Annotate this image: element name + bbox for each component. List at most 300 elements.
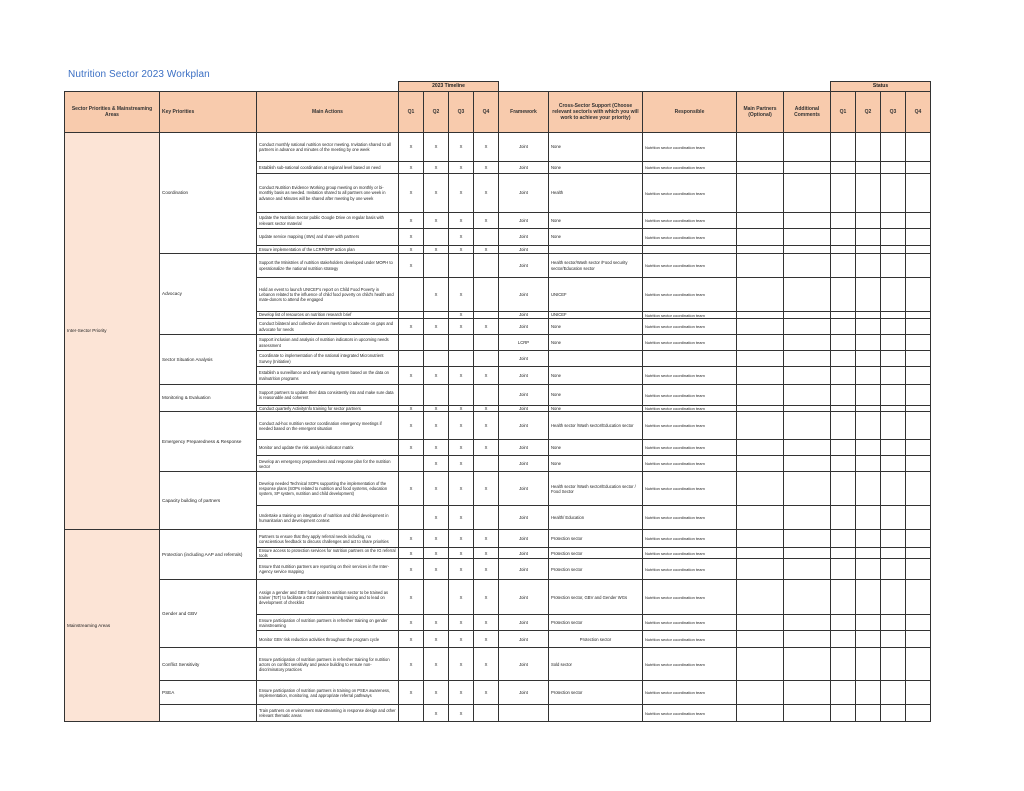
additional-comments-cell [784,705,831,722]
status-q2-cell [856,440,881,456]
main-action-cell: Develop needed Technical SOPs supporting the implementation of the response plans (SOPs related to nutrition and food systems, education system, SP system, nutrition and child development) [257,472,399,506]
timeline-q3-cell: X [449,213,474,229]
status-q3-cell [881,229,906,246]
status-q1-cell [831,412,856,440]
main-action-cell: Develop an emergency preparedness and response plan for the nutrition sector [257,456,399,472]
status-q1-cell [831,648,856,681]
status-q4-cell [906,254,931,278]
main-partners-cell [737,440,784,456]
cross-sector-cell: Sold sector [549,648,643,681]
workplan-table [64,81,931,722]
status-q2-cell [856,246,881,254]
cross-sector-cell: Protection sector, GBV and Gender WGs [549,580,643,615]
status-q2-cell [856,472,881,506]
page-title: Nutrition Sector 2023 Workplan [68,69,210,80]
status-q1-cell [831,335,856,351]
additional-comments-cell [784,681,831,705]
responsible-cell: Nutrition sector coordination team [643,548,737,559]
main-partners-cell [737,312,784,319]
status-q4-cell [906,229,931,246]
status-q4-cell [906,580,931,615]
status-q4-cell [906,631,931,648]
status-q4-cell [906,367,931,385]
timeline-q2-cell [424,335,449,351]
status-q3-cell [881,648,906,681]
main-partners-cell [737,548,784,559]
additional-comments-cell [784,559,831,580]
main-action-cell: Assign a gender and GBV focal point to nutrition sector to be trained as trainer (ToT) to facilitate a GBV mainstreaming training and to lead on development of checklist [257,580,399,615]
status-q4-cell [906,440,931,456]
status-q3-cell [881,506,906,530]
header-key-priorities: Key Priorities [160,92,257,133]
main-action-cell: Undertake a training on integration of nutrition and child development in humanitarian and development context [257,506,399,530]
additional-comments-cell [784,133,831,162]
status-q2-cell [856,229,881,246]
status-q3-cell [881,312,906,319]
timeline-q1-cell: X [399,319,424,335]
main-partners-cell [737,631,784,648]
status-q2-cell [856,705,881,722]
status-q3-cell [881,412,906,440]
timeline-q4-cell: X [474,133,499,162]
status-q1-cell [831,530,856,548]
timeline-q2-cell: X [424,548,449,559]
timeline-group-header: 2023 Timeline [399,82,499,92]
timeline-q4-cell [474,506,499,530]
timeline-q4-cell [474,229,499,246]
timeline-q3-cell [449,385,474,406]
status-q4-cell [906,246,931,254]
main-partners-cell [737,278,784,312]
header-q1: Q1 [399,92,424,133]
timeline-q2-cell: X [424,246,449,254]
timeline-q3-cell: X [449,615,474,631]
timeline-q3-cell [449,254,474,278]
framework-cell: Joint [499,681,549,705]
cross-sector-cell: UNICEF [549,278,643,312]
responsible-cell: Nutrition sector coordination team [643,440,737,456]
framework-cell: Joint [499,312,549,319]
main-partners-cell [737,246,784,254]
status-q1-cell [831,506,856,530]
key-priority-cell: Monitoring & Evaluation [160,385,257,412]
status-q3-cell [881,162,906,174]
cross-sector-cell: None [549,229,643,246]
additional-comments-cell [784,246,831,254]
additional-comments-cell [784,278,831,312]
status-q1-cell [831,548,856,559]
status-q4-cell [906,278,931,312]
status-q3-cell [881,472,906,506]
timeline-q4-cell: X [474,440,499,456]
cross-sector-cell: UNICEF [549,312,643,319]
main-partners-cell [737,162,784,174]
responsible-cell: Nutrition sector coordination team [643,367,737,385]
cross-sector-cell [549,351,643,367]
status-q2-cell [856,319,881,335]
main-partners-cell [737,559,784,580]
timeline-q3-cell: X [449,648,474,681]
timeline-q3-cell: X [449,631,474,648]
additional-comments-cell [784,162,831,174]
timeline-q1-cell: X [399,174,424,213]
status-q1-cell [831,472,856,506]
cross-sector-cell: None [549,367,643,385]
timeline-q4-cell [474,705,499,722]
timeline-q3-cell: X [449,412,474,440]
timeline-q1-cell [399,312,424,319]
status-q3-cell [881,367,906,385]
status-q2-cell [856,254,881,278]
timeline-q1-cell: X [399,162,424,174]
timeline-q2-cell: X [424,406,449,412]
responsible-cell: Nutrition sector coordination team [643,335,737,351]
timeline-q1-cell: X [399,681,424,705]
timeline-q2-cell: X [424,213,449,229]
table-row [65,530,931,548]
timeline-q1-cell: X [399,615,424,631]
status-q1-cell [831,351,856,367]
main-action-cell: Conduct bilateral and collective donors meetings to advocate on gaps and advocate for needs [257,319,399,335]
main-action-cell: Monitor GBV risk reduction activities throughout the program cycle [257,631,399,648]
key-priority-cell: Sector Situation Analysis [160,335,257,385]
timeline-q2-cell: X [424,631,449,648]
responsible-cell: Nutrition sector coordination team [643,681,737,705]
status-q3-cell [881,133,906,162]
cross-sector-cell: None [549,162,643,174]
timeline-q1-cell [399,506,424,530]
header-additional-comments: Additional Comments [784,92,831,133]
main-partners-cell [737,705,784,722]
status-q3-cell [881,335,906,351]
key-priority-cell: Conflict Sensitivity [160,648,257,681]
timeline-q4-cell [474,278,499,312]
timeline-q3-cell: X [449,456,474,472]
main-action-cell: Monitor and update the risk analysis indicator matrix [257,440,399,456]
timeline-q3-cell: X [449,559,474,580]
timeline-q1-cell: X [399,548,424,559]
table-row [65,705,931,722]
responsible-cell: Nutrition sector coordination team [643,559,737,580]
header-status-q4: Q4 [906,92,931,133]
responsible-cell: Nutrition sector coordination team [643,254,737,278]
cross-sector-cell: None [549,440,643,456]
status-q3-cell [881,548,906,559]
framework-cell: Joint [499,351,549,367]
main-partners-cell [737,580,784,615]
main-action-cell: Establish sub-national coordination at regional level based on need [257,162,399,174]
status-q2-cell [856,312,881,319]
status-q4-cell [906,133,931,162]
responsible-cell: Nutrition sector coordination team [643,162,737,174]
status-q4-cell [906,472,931,506]
timeline-q2-cell: X [424,278,449,312]
responsible-cell: Nutrition sector coordination team [643,456,737,472]
framework-cell: Joint [499,440,549,456]
responsible-cell: Nutrition sector coordination team [643,133,737,162]
additional-comments-cell [784,412,831,440]
status-q1-cell [831,681,856,705]
header-status-q3: Q3 [881,92,906,133]
cross-sector-cell: None [549,456,643,472]
framework-cell: Joint [499,412,549,440]
additional-comments-cell [784,440,831,456]
timeline-q2-cell: X [424,456,449,472]
timeline-q4-cell: X [474,648,499,681]
timeline-q3-cell [449,351,474,367]
main-partners-cell [737,229,784,246]
cross-sector-cell: None [549,133,643,162]
main-action-cell: Ensure access to protection services for nutrition partners on the IG referral tools [257,548,399,559]
cross-sector-cell: Health/ Education [549,506,643,530]
timeline-q4-cell: X [474,530,499,548]
status-q4-cell [906,615,931,631]
status-group-header: Status [831,82,931,92]
header-cross-sector: Cross-Sector Support (Choose relevant sector/s with which you will work to achieve your priority) [549,92,643,133]
main-action-cell: Conduct quarterly ActivityInfo training for sector partners [257,406,399,412]
additional-comments-cell [784,367,831,385]
additional-comments-cell [784,229,831,246]
responsible-cell: Nutrition sector coordination team [643,319,737,335]
timeline-q3-cell: X [449,705,474,722]
status-q2-cell [856,615,881,631]
main-action-cell: Conduct Nutrition Evidence Working group meeting on monthly or bi-monthly basis as needed. Invitation shared to all partners one week in advance and Minutes will be shared after meeting by one week [257,174,399,213]
key-priority-cell: Protection (including AAP and referrals) [160,530,257,580]
timeline-q2-cell [424,351,449,367]
main-action-cell: Conduct ad-hoc nutrition sector coordination emergency meetings if needed based on the emergent situation [257,412,399,440]
timeline-q3-cell: X [449,367,474,385]
timeline-q3-cell: X [449,162,474,174]
timeline-q1-cell: X [399,559,424,580]
responsible-cell: Nutrition sector coordination team [643,213,737,229]
framework-cell: Joint [499,367,549,385]
framework-cell [499,705,549,722]
main-partners-cell [737,319,784,335]
timeline-q2-cell [424,580,449,615]
timeline-q1-cell: X [399,631,424,648]
cross-sector-cell: Health [549,174,643,213]
main-partners-cell [737,254,784,278]
timeline-q2-cell: X [424,648,449,681]
framework-cell: Joint [499,319,549,335]
timeline-q3-cell: X [449,133,474,162]
status-q1-cell [831,456,856,472]
timeline-q1-cell: X [399,530,424,548]
timeline-q2-cell: X [424,412,449,440]
status-q4-cell [906,319,931,335]
responsible-cell: Nutrition sector coordination team [643,229,737,246]
timeline-q4-cell: X [474,631,499,648]
status-q3-cell [881,615,906,631]
key-priority-cell: PSEA [160,681,257,705]
responsible-cell: Nutrition sector coordination team [643,385,737,406]
header-q4: Q4 [474,92,499,133]
main-action-cell: Develop list of resources on nutrition research brief [257,312,399,319]
header-main-partners: Main Partners (Optional) [737,92,784,133]
status-q2-cell [856,506,881,530]
status-q2-cell [856,367,881,385]
blank-cell [65,82,399,92]
framework-cell: Joint [499,246,549,254]
timeline-q2-cell: X [424,174,449,213]
additional-comments-cell [784,506,831,530]
timeline-q4-cell: X [474,412,499,440]
status-q1-cell [831,254,856,278]
cross-sector-cell: Protection sector [549,615,643,631]
timeline-q1-cell: X [399,254,424,278]
status-q4-cell [906,648,931,681]
cross-sector-cell: Health sector/Wash sector /Food security sector/Education sector [549,254,643,278]
status-q3-cell [881,278,906,312]
status-q4-cell [906,705,931,722]
main-partners-cell [737,648,784,681]
additional-comments-cell [784,335,831,351]
main-partners-cell [737,506,784,530]
area-cell: Inter-Sector Priority [65,133,160,530]
status-q4-cell [906,162,931,174]
key-priority-cell [160,705,257,722]
header-area: Sector Priorities & Mainstreaming Areas [65,92,160,133]
framework-cell: Joint [499,580,549,615]
status-q2-cell [856,335,881,351]
responsible-cell: Nutrition sector coordination team [643,506,737,530]
framework-cell: Joint [499,162,549,174]
timeline-q4-cell: X [474,213,499,229]
status-q2-cell [856,351,881,367]
status-q4-cell [906,335,931,351]
framework-cell: Joint [499,648,549,681]
status-q1-cell [831,440,856,456]
framework-cell: Joint [499,456,549,472]
timeline-q1-cell: X [399,133,424,162]
additional-comments-cell [784,319,831,335]
status-q3-cell [881,530,906,548]
additional-comments-cell [784,385,831,406]
timeline-q4-cell: X [474,406,499,412]
framework-cell: Joint [499,385,549,406]
additional-comments-cell [784,351,831,367]
cross-sector-cell: Health sector /Wash sector/Education sector / Food Sector [549,472,643,506]
main-action-cell: Conduct monthly national nutrition sector meeting. Invitation shared to all partners in advance and minutes of the meeting by one week [257,133,399,162]
main-partners-cell [737,213,784,229]
timeline-q1-cell: X [399,229,424,246]
status-q1-cell [831,278,856,312]
timeline-q1-cell: X [399,406,424,412]
cross-sector-cell [549,705,643,722]
status-q2-cell [856,559,881,580]
timeline-q3-cell: X [449,319,474,335]
responsible-cell [643,351,737,367]
timeline-q3-cell: X [449,472,474,506]
main-action-cell: Ensure participation of nutrition partners in training on PSEA awareness, implementation, monitoring, and appropriate referral pathways [257,681,399,705]
status-q2-cell [856,631,881,648]
table-row [65,385,931,406]
status-q3-cell [881,681,906,705]
additional-comments-cell [784,615,831,631]
status-q1-cell [831,213,856,229]
responsible-cell: Nutrition sector coordination team [643,580,737,615]
framework-cell: Joint [499,530,549,548]
header-responsible: Responsible [643,92,737,133]
framework-cell: Joint [499,278,549,312]
timeline-q4-cell: X [474,367,499,385]
status-q3-cell [881,246,906,254]
status-q3-cell [881,705,906,722]
main-partners-cell [737,351,784,367]
timeline-q1-cell: X [399,367,424,385]
timeline-q4-cell: X [474,162,499,174]
key-priority-cell: Gender and GBV [160,580,257,648]
timeline-q4-cell: X [474,246,499,254]
main-partners-cell [737,133,784,162]
status-q1-cell [831,133,856,162]
status-q2-cell [856,548,881,559]
timeline-q4-cell [474,335,499,351]
key-priority-cell: Capacity building of partners [160,472,257,530]
cross-sector-cell: Protection sector [549,681,643,705]
framework-cell: Joint [499,472,549,506]
status-q1-cell [831,162,856,174]
framework-cell: Joint [499,615,549,631]
cross-sector-cell: Protection sector [549,559,643,580]
status-q2-cell [856,456,881,472]
status-q1-cell [831,615,856,631]
timeline-q1-cell: X [399,440,424,456]
table-row [65,681,931,705]
timeline-q3-cell: X [449,278,474,312]
main-partners-cell [737,472,784,506]
main-action-cell: Coordinate to implementation of the national integrated Micronutrient Survey (Initiative) [257,351,399,367]
status-q2-cell [856,385,881,406]
main-action-cell: Ensure participation of nutrition partners in refresher training on gender mainstreaming [257,615,399,631]
status-q1-cell [831,559,856,580]
status-q1-cell [831,319,856,335]
timeline-q4-cell: X [474,615,499,631]
timeline-q2-cell: X [424,681,449,705]
status-q4-cell [906,351,931,367]
responsible-cell [643,246,737,254]
table-row [65,412,931,440]
timeline-q1-cell: X [399,472,424,506]
main-action-cell: Train partners on environment mainstreaming in response design and other relevant thematic areas [257,705,399,722]
timeline-q1-cell [399,705,424,722]
status-q2-cell [856,681,881,705]
timeline-q1-cell [399,335,424,351]
status-q1-cell [831,229,856,246]
status-q1-cell [831,385,856,406]
main-action-cell: Establish a surveillance and early warning system based on the data on malnutrition programs [257,367,399,385]
status-q2-cell [856,530,881,548]
additional-comments-cell [784,631,831,648]
status-q1-cell [831,312,856,319]
responsible-cell: Nutrition sector coordination team [643,412,737,440]
responsible-cell: Nutrition sector coordination team [643,631,737,648]
additional-comments-cell [784,472,831,506]
framework-cell: Joint [499,213,549,229]
table-row [65,335,931,351]
header-main-actions: Main Actions [257,92,399,133]
status-q4-cell [906,530,931,548]
status-q3-cell [881,254,906,278]
timeline-q1-cell [399,351,424,367]
timeline-q1-cell: X [399,580,424,615]
status-q4-cell [906,681,931,705]
main-partners-cell [737,615,784,631]
status-q3-cell [881,440,906,456]
main-partners-cell [737,412,784,440]
status-q3-cell [881,456,906,472]
table-row [65,648,931,681]
